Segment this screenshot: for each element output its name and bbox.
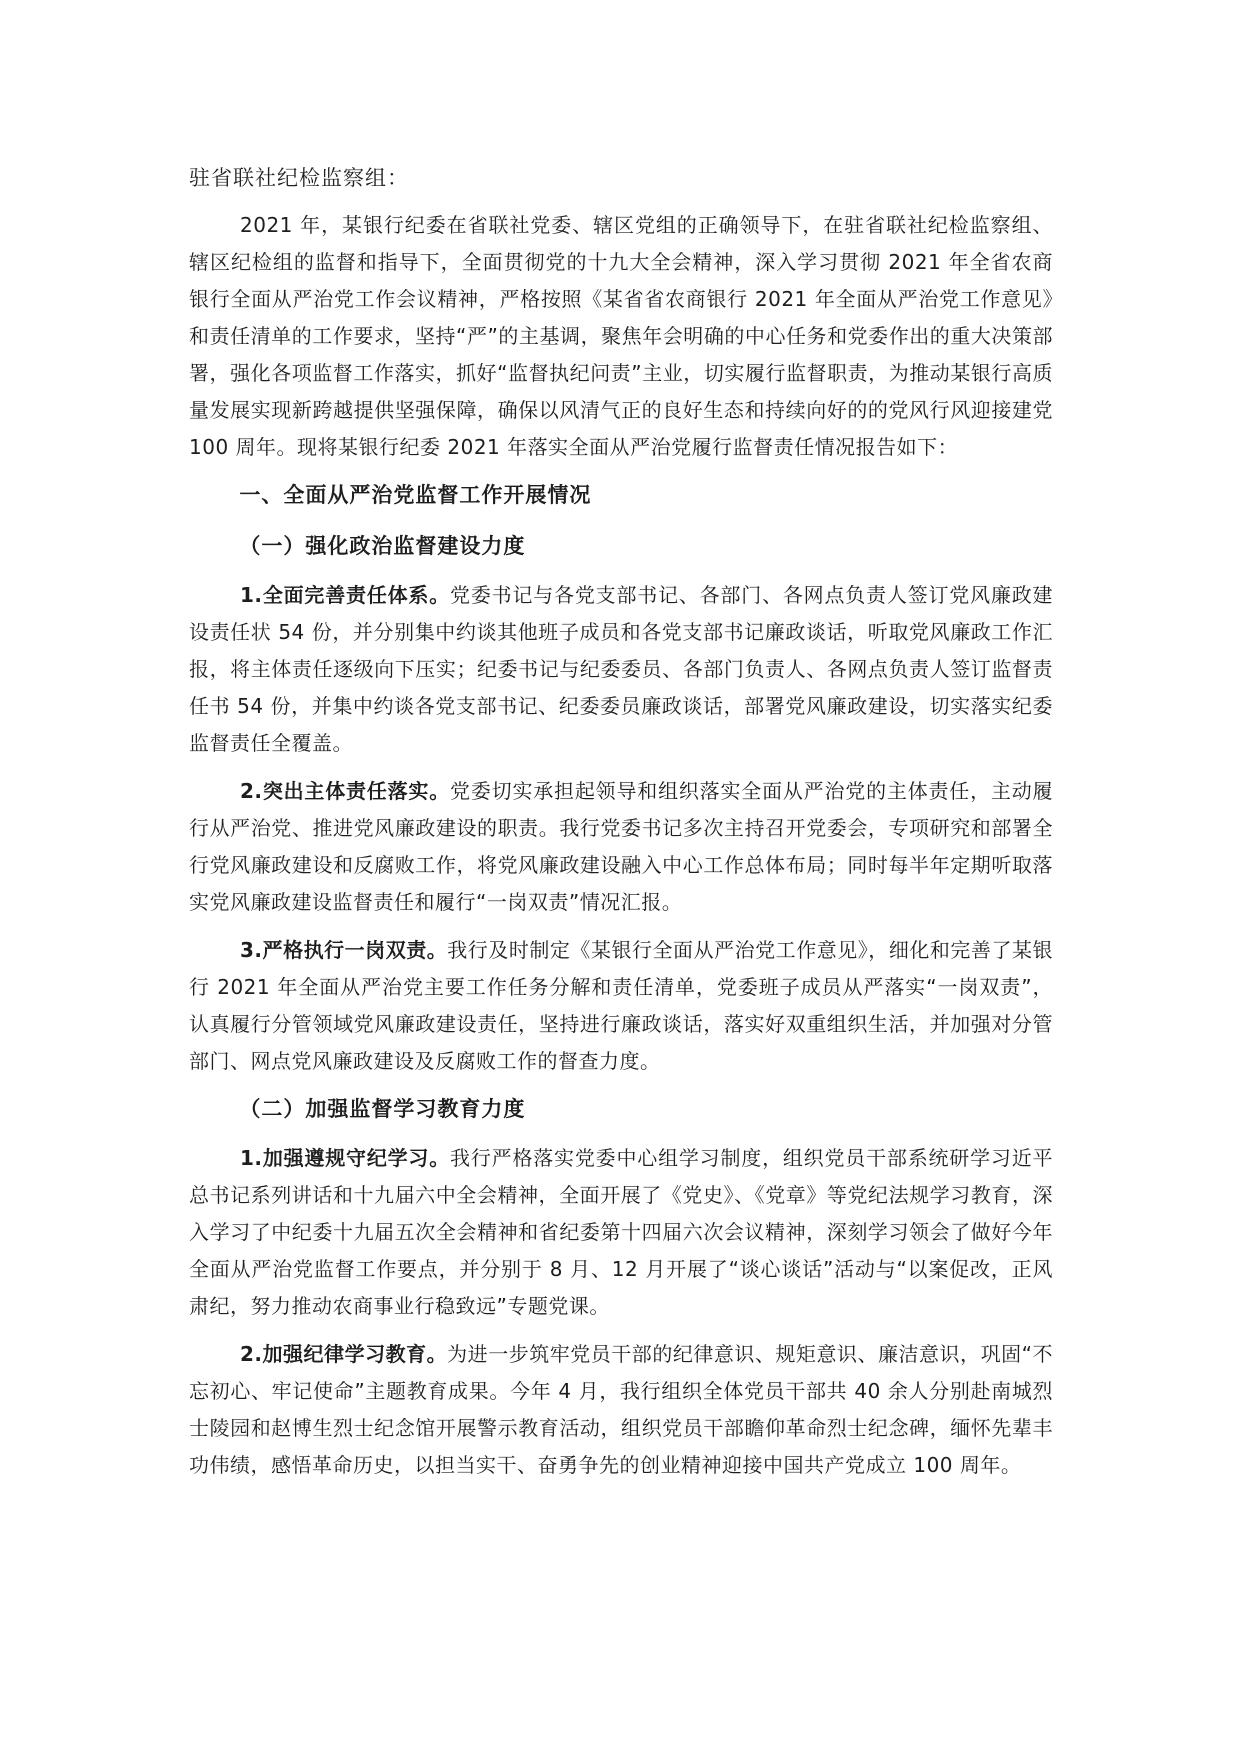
paragraph-text: 党委书记与各党支部书记、各部门、各网点负责人签订党风廉政建设责任状 54 份，并分别集中约谈其他班子成员和各党支部书记廉政谈话，听取党风廉政工作汇报，将主体责任逐级向下压实；纪委书记与纪委委员、各部门负责人、各网点负责人签订监督责任书 54 份，并集中约谈各党支部书记、纪委委员廉政谈话，部署党风廉政建设，切实落实纪委监督责任全覆盖。 <box>189 583 1054 755</box>
paragraph-lead: 2.加强纪律学习教育。 <box>240 1342 448 1366</box>
paragraph-text: 我行严格落实党委中心组学习制度，组织党员干部系统研学习近平总书记系列讲话和十九届六中全会精神，全面开展了《党史》、《党章》等党纪法规学习教育，深入学习了中纪委十九届五次全会精神和省纪委第十四届六次会议精神，深刻学习领会了做好今年全面从严治党监督工作要点，并分别于 8 月、12 月开展了“谈心谈话”活动与“以案促改，正风肃纪，努力推动农商事业行稳致远”专题党课。 <box>189 1146 1054 1318</box>
paragraph-lead: 2.突出主体责任落实。 <box>240 779 451 803</box>
paragraph-lead: 1.全面完善责任体系。 <box>240 583 451 607</box>
salutation: 驻省联社纪检监察组： <box>189 166 409 190</box>
paragraph-lead: 3.严格执行一岗双责。 <box>240 938 448 962</box>
section-heading: 一、全面从严治党监督工作开展情况 <box>239 483 592 507</box>
paragraph-discipline-study <box>189 1140 1053 1325</box>
subsection-heading: （一）强化政治监督建设力度 <box>239 534 526 558</box>
subsection-heading: （二）加强监督学习教育力度 <box>239 1097 526 1121</box>
paragraph-lead: 1.加强遵规守纪学习。 <box>240 1146 451 1170</box>
paragraph-responsibility-system <box>189 577 1053 762</box>
paragraph-text: 党委切实承担起领导和组织落实全面从严治党的主体责任，主动履行从严治党、推进党风廉政建设的职责。我行党委书记多次主持召开党委会，专项研究和部署全行党风廉政建设和反腐败工作，将党风廉政建设融入中心工作总体布局；同时每半年定期听取落实党风廉政建设监督责任和履行“一岗双责”情况汇报。 <box>189 779 1054 914</box>
paragraph-dual-duty <box>189 932 1053 1080</box>
intro-paragraph: 2021 年，某银行纪委在省联社党委、辖区党组的正确领导下，在驻省联社纪检监察组、辖区纪检组的监督和指导下，全面贯彻党的十九大全会精神，深入学习贯彻 2021 年全省农商银行全面从严治党工作会议精神，严格按照《某省省农商银行 2021 年全面从严治党工作意见》和责任清单的工作要求，坚持“严”的主基调，聚焦年会明确的中心任务和党委作出的重大决策部署，强化各项监督工作落实，抓好“监督执纪问责”主业，切实履行监督职责，为推动某银行高质量发展实现新跨越提供坚强保障，确保以风清气正的良好生态和持续向好的的党风行风迎接建党 100 周年。现将某银行纪委 2021 年落实全面从严治党履行监督责任情况报告如下： <box>189 213 1053 459</box>
paragraph-text: 我行及时制定《某银行全面从严治党工作意见》，细化和完善了某银行 2021 年全面从严治党主要工作任务分解和责任清单，党委班子成员从严落实“一岗双责”，认真履行分管领域党风廉政建设责任，坚持进行廉政谈话，落实好双重组织生活，并加强对分管部门、网点党风廉政建设及反腐败工作的督查力度。 <box>189 938 1054 1073</box>
paragraph-discipline-education <box>189 1336 1053 1484</box>
document-body <box>189 160 1053 1495</box>
paragraph-main-responsibility <box>189 773 1053 921</box>
paragraph-text: 为进一步筑牢党员干部的纪律意识、规矩意识、廉洁意识，巩固“不忘初心、牢记使命”主题教育成果。今年 4 月，我行组织全体党员干部共 40 余人分别赴南城烈士陵园和赵博生烈士纪念馆开展警示教育活动，组织党员干部瞻仰革命烈士纪念碑，缅怀先辈丰功伟绩，感悟革命历史，以担当实干、奋勇争先的创业精神迎接中国共产党成立 100 周年。 <box>189 1342 1053 1477</box>
